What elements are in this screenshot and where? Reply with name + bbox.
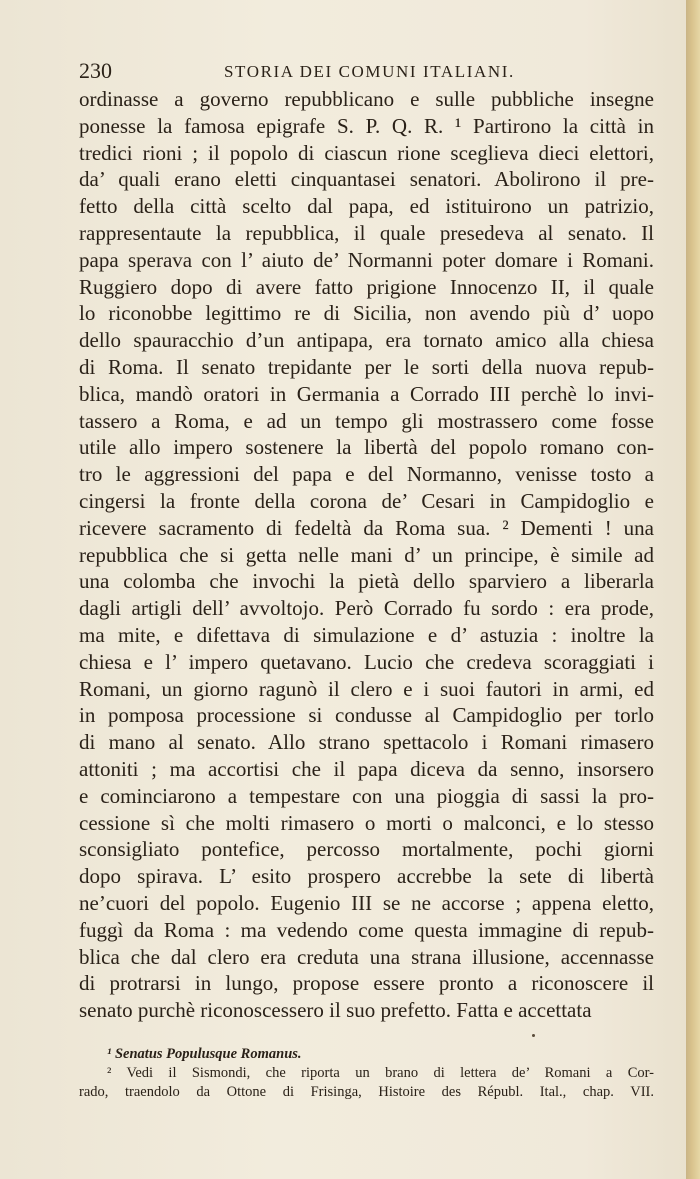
text-line: e cominciarono a tempestare con una pioggia di sassi la pro- (79, 783, 654, 808)
text-line: in pomposa processione si condusse al Campidoglio per torlo (79, 703, 654, 728)
text-line: dagli artigli dell’ avvoltojo. Però Corrado fu sordo : era prode, (79, 596, 654, 621)
text-line: repubblica che si getta nelle mani d’ un principe, è simile ad (79, 542, 654, 567)
text-line: blica, mandò oratori in Germania a Corrado III perchè lo invi- (79, 381, 654, 406)
text-line: dopo spirava. L’ esito prospero accrebbe la sete di libertà (79, 864, 654, 889)
text-line: da’ quali erano eletti cinquantasei senatori. Abolirono il pre- (79, 167, 654, 192)
text-line: tro le aggressioni del papa e del Normanno, venisse tosto a (79, 462, 654, 487)
text-line: utile allo impero sostenere la libertà del popolo romano con- (79, 435, 654, 460)
text-line: cingersi la fronte della corona de’ Cesari in Campidoglio e (79, 488, 654, 513)
text-line: di Roma. Il senato trepidante per le sorti della nuova repub- (79, 354, 654, 379)
running-title: STORIA DEI COMUNI ITALIANI. (224, 62, 515, 81)
ink-speck (532, 1034, 535, 1037)
text-line: ricevere sacramento di fedeltà da Roma sua. ² Dementi ! una (79, 515, 654, 540)
text-line: Ruggiero dopo di avere fatto prigione Innocenzo II, il quale (79, 274, 654, 299)
text-line: una colomba che invochi la pietà dello sparviero a liberarla (79, 569, 654, 594)
page-header (79, 58, 654, 86)
page-number: 230 (79, 58, 112, 83)
text-line: fuggì da Roma : ma vedendo come questa immagine di repub- (79, 917, 654, 942)
text-line: senato purchè riconoscessero il suo prefetto. Fatta e accettata (79, 998, 592, 1023)
text-line: cessione sì che molti rimasero o morti o malconci, e lo stesso (79, 810, 654, 835)
text-line: rappresentaute la repubblica, il quale presedeva al senato. Il (79, 220, 654, 245)
text-line: ordinasse a governo repubblicano e sulle pubbliche insegne (79, 87, 654, 111)
text-line: di protrarsi in lungo, propose essere pronto a riconoscere il (79, 971, 654, 996)
text-line: di mano al senato. Allo strano spettacolo i Romani rimasero (79, 730, 654, 755)
text-line: ponesse la famosa epigrafe S. P. Q. R. ¹ Partirono la città in (79, 113, 654, 138)
text-line: ne’cuori del popolo. Eugenio III se ne accorse ; appena eletto, (79, 890, 654, 915)
text-line: sconsigliato pontefice, percosso mortalmente, pochi giorni (79, 837, 654, 862)
text-line: ma mite, e difettava di simulazione e d’ astuzia : inoltre la (79, 622, 654, 647)
text-line: fetto della città scelto dal papa, ed istituirono un patrizio, (79, 194, 654, 219)
footnote-2-line-1: ² Vedi il Sismondi, che riporta un brano di lettera de’ Romani a Cor- (107, 1065, 654, 1081)
text-line: attoniti ; ma accortisi che il papa diceva da senno, insorsero (79, 756, 654, 781)
footnote-2-line-2: rado, traendolo da Ottone di Frisinga, Histoire des Républ. Ital., chap. VII. (79, 1084, 654, 1100)
footnotes (79, 1045, 654, 1102)
footnote-1: ¹ Senatus Populusque Romanus. (107, 1046, 302, 1062)
text-line: papa sperava con l’ aiuto de’ Normanni poter domare i Romani. (79, 247, 654, 272)
text-line: Romani, un giorno ragunò il clero e i suoi fautori in armi, ed (79, 676, 654, 701)
text-line: blica che dal clero era creduta una strana illusione, accennasse (79, 944, 654, 969)
text-line: tredici rioni ; il popolo di ciascun rione sceglieva dieci elettori, (79, 140, 654, 165)
body-text (79, 86, 654, 1024)
page-edge (686, 0, 700, 1179)
text-line: tassero a Roma, e ad un tempo gli mostrassero come fosse (79, 408, 654, 433)
text-line: lo riconobbe legittimo re di Sicilia, non avendo più d’ uopo (79, 301, 654, 326)
text-line: dello spauracchio d’un antipapa, era tornato amico alla chiesa (79, 328, 654, 353)
text-line: chiesa e l’ impero quetavano. Lucio che credeva scoraggiati i (79, 649, 654, 674)
